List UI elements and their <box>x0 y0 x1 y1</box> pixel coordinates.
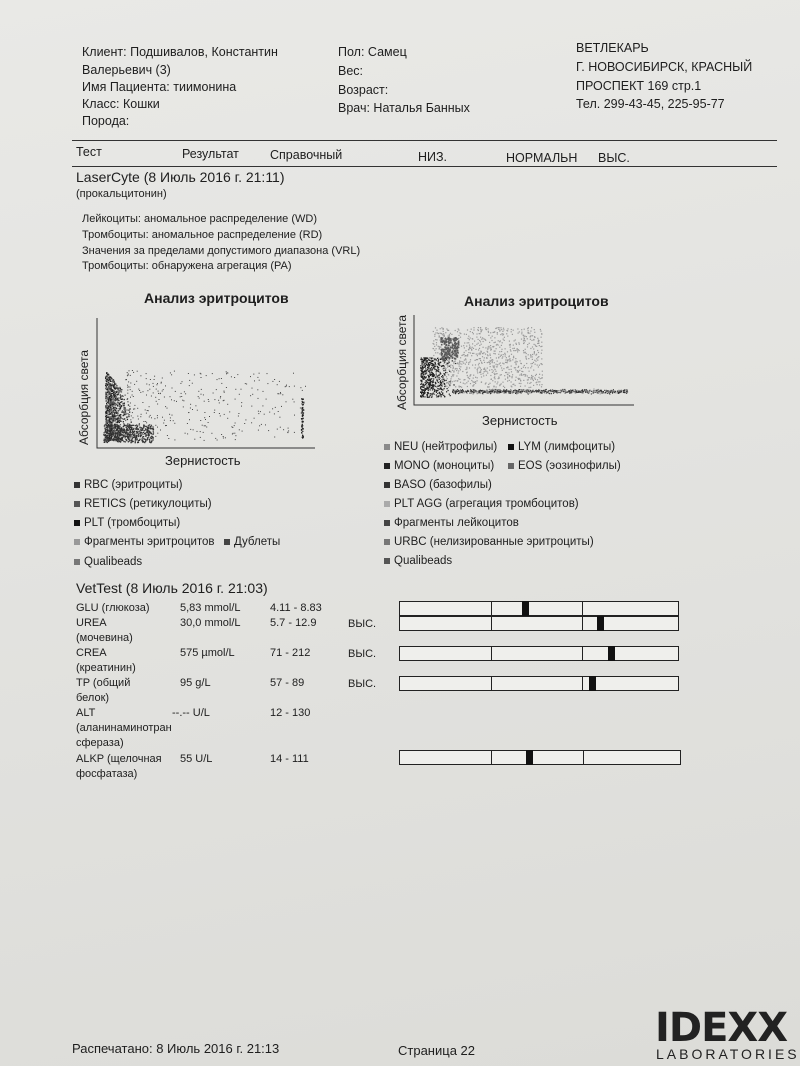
plot-right-ylabel: Абсорбция света <box>395 314 409 410</box>
client-name-cont: Валерьевич (3) <box>82 63 171 77</box>
legend-right-item: PLT AGG (агрегация тромбоцитов) <box>384 497 579 512</box>
clinic-address: ПРОСПЕКТ 169 стр.1 <box>576 79 702 93</box>
col-high: ВЫС. <box>598 151 630 165</box>
patient-weight: Вес: <box>338 64 364 78</box>
plot-right-scatter <box>412 315 634 407</box>
doctor-name: Врач: Наталья Банных <box>338 101 470 115</box>
header-bottom-rule <box>72 166 777 167</box>
vettest-range-bar <box>399 750 681 765</box>
legend-right-item: BASO (базофилы) <box>384 478 492 493</box>
vettest-result: 95 g/L <box>180 677 211 689</box>
vettest-range: 5.7 - 12.9 <box>270 617 317 629</box>
vettest-flag: ВЫС. <box>348 618 377 630</box>
col-result: Результат <box>182 147 239 161</box>
legend-swatch <box>508 463 514 469</box>
vettest-range: 14 - 111 <box>270 753 309 765</box>
legend-swatch <box>384 501 390 507</box>
plot-left-xlabel: Зернистость <box>165 453 241 468</box>
col-test: Тест <box>76 145 102 159</box>
vettest-test-name-cont: (мочевина) <box>76 632 133 644</box>
legend-swatch <box>74 501 80 507</box>
legend-right-item: URBC (нелизированные эритроциты) <box>384 535 594 550</box>
patient-age: Возраст: <box>338 83 389 97</box>
vettest-result: 5,83 mmol/L <box>180 602 241 614</box>
legend-left-item: Дублеты <box>224 535 280 550</box>
vettest-test-name-cont: фосфатаза) <box>76 768 138 780</box>
vettest-test-name: CREA <box>76 647 107 659</box>
vettest-test-name: GLU (глюкоза) <box>76 602 150 614</box>
legend-swatch <box>384 463 390 469</box>
legend-swatch <box>384 444 390 450</box>
vettest-test-name-cont: (аланинаминотран <box>76 722 172 734</box>
clinic-name: ВЕТЛЕКАРЬ <box>576 41 649 55</box>
lasercyte-note: Лейкоциты: аномальное распределение (WD) <box>82 213 317 225</box>
legend-swatch <box>74 520 80 526</box>
vettest-title: VetTest (8 Июль 2016 г. 21:03) <box>76 580 268 596</box>
legend-swatch <box>384 539 390 545</box>
legend-swatch <box>74 559 80 565</box>
lasercyte-title: LaserCyte (8 Июль 2016 г. 21:11) <box>76 169 285 185</box>
legend-swatch <box>384 482 390 488</box>
vettest-range-marker <box>608 646 615 661</box>
col-normal: НОРМАЛЬН <box>506 151 578 165</box>
vettest-result: 30,0 mmol/L <box>180 617 241 629</box>
legend-swatch <box>74 482 80 488</box>
vettest-test-name: ALT <box>76 707 96 719</box>
vettest-test-name-cont: белок) <box>76 692 110 704</box>
legend-right-item: NEU (нейтрофилы) <box>384 440 497 455</box>
vettest-range-marker <box>589 676 596 691</box>
vettest-test-name-cont: сфераза) <box>76 737 124 749</box>
vettest-range: 4.11 - 8.83 <box>270 602 322 614</box>
vettest-range-marker <box>597 616 604 631</box>
vettest-test-name: ALKP (щелочная <box>76 753 162 765</box>
legend-left-item: Qualibeads <box>74 555 142 570</box>
legend-swatch <box>508 444 514 450</box>
patient-name: Имя Пациента: тиимонина <box>82 80 237 94</box>
legend-left-item: RETICS (ретикулоциты) <box>74 497 212 512</box>
clinic-city: Г. НОВОСИБИРСК, КРАСНЫЙ <box>576 60 753 74</box>
lasercyte-subtitle: (прокальцитонин) <box>76 188 167 200</box>
col-low: НИЗ. <box>418 150 448 164</box>
printed-timestamp: Распечатано: 8 Июль 2016 г. 21:13 <box>72 1041 280 1056</box>
plot-right-title: Анализ эритроцитов <box>464 293 609 309</box>
legend-left-item: RBC (эритроциты) <box>74 478 182 493</box>
idexx-logo-subtitle: LABORATORIES <box>656 1046 800 1062</box>
legend-swatch <box>384 558 390 564</box>
legend-right-item: MONO (моноциты) <box>384 459 494 474</box>
col-reference: Справочный <box>270 148 343 162</box>
vettest-result: --.-- U/L <box>172 707 210 719</box>
vettest-range: 12 - 130 <box>270 707 311 719</box>
lasercyte-note: Тромбоциты: аномальное распределение (RD) <box>82 229 323 241</box>
header-top-rule <box>72 140 777 141</box>
vettest-test-name: UREA <box>76 617 107 629</box>
vettest-flag: ВЫС. <box>348 648 377 660</box>
idexx-logo: IDEXX <box>655 1005 788 1051</box>
plot-left-ylabel: Абсорбция света <box>77 349 91 445</box>
legend-swatch <box>74 539 80 545</box>
vettest-result: 575 µmol/L <box>180 647 235 659</box>
legend-right-item: EOS (эозинофилы) <box>508 459 621 474</box>
lasercyte-note: Значения за пределами допустимого диапазона (VRL) <box>82 245 361 257</box>
legend-swatch <box>384 520 390 526</box>
clinic-phone: Тел. 299-43-45, 225-95-77 <box>576 97 725 111</box>
legend-right-item: Фрагменты лейкоцитов <box>384 516 519 531</box>
vettest-range-bar <box>399 676 679 691</box>
vettest-range-bar <box>399 646 679 661</box>
client-name: Клиент: Подшивалов, Константин <box>82 45 278 59</box>
legend-right-item: LYM (лимфоциты) <box>508 440 615 455</box>
vettest-range-marker <box>522 601 529 616</box>
legend-right-item: Qualibeads <box>384 554 452 569</box>
legend-left-item: Фрагменты эритроцитов <box>74 535 215 550</box>
vettest-flag: ВЫС. <box>348 678 377 690</box>
vettest-range: 57 - 89 <box>270 677 305 689</box>
vettest-result: 55 U/L <box>180 753 213 765</box>
vettest-test-name: TP (общий <box>76 677 131 689</box>
page-number: Страница 22 <box>398 1043 475 1058</box>
lasercyte-note: Тромбоциты: обнаружена агрегация (PA) <box>82 260 292 272</box>
plot-left-title: Анализ эритроцитов <box>144 290 289 306</box>
plot-left-scatter <box>95 318 315 450</box>
patient-sex: Пол: Самец <box>338 45 407 59</box>
patient-breed: Порода: <box>82 114 130 128</box>
vettest-range-bar <box>399 601 679 616</box>
patient-class: Класс: Кошки <box>82 97 160 111</box>
vettest-range-bar <box>399 616 679 631</box>
vettest-range-marker <box>526 750 533 765</box>
legend-left-item: PLT (тромбоциты) <box>74 516 180 531</box>
vettest-range: 71 - 212 <box>270 647 311 659</box>
legend-swatch <box>224 539 230 545</box>
plot-right-xlabel: Зернистость <box>482 413 558 428</box>
vettest-test-name-cont: (креатинин) <box>76 662 136 674</box>
